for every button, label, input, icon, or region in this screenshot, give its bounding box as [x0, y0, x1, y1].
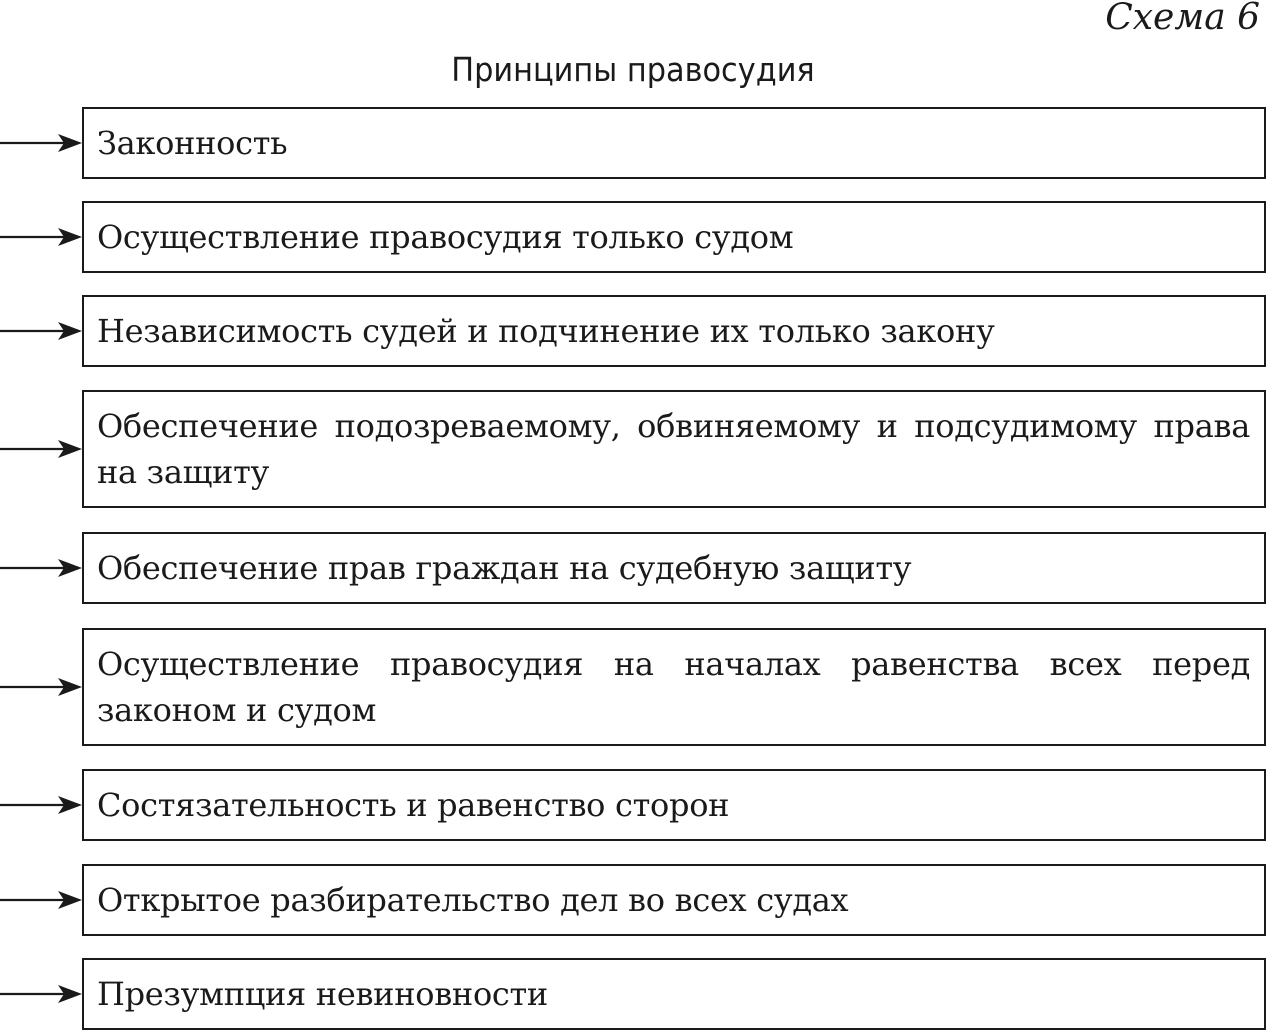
- principle-box: [82, 107, 1266, 179]
- principle-row: [0, 295, 1266, 367]
- scheme-number-label: Схема 6: [1105, 0, 1260, 38]
- arrow-right-icon: [0, 675, 84, 699]
- principle-box: [82, 769, 1266, 841]
- arrow-right-icon: [0, 793, 84, 817]
- principle-box: [82, 532, 1266, 604]
- principle-text: Открытое разбирательство дел во всех судах: [97, 881, 849, 919]
- principle-row: [0, 107, 1266, 179]
- principle-box: [82, 390, 1266, 508]
- principle-box: [82, 864, 1266, 936]
- arrow-right-icon: [0, 888, 84, 912]
- principle-row: [0, 628, 1266, 746]
- arrow-right-icon: [0, 982, 84, 1006]
- principle-box: [82, 628, 1266, 746]
- principle-text: Осуществление правосудия только судом: [97, 218, 794, 256]
- principle-text: Законность: [97, 124, 288, 162]
- arrow-right-icon: [0, 131, 84, 155]
- diagram-title: Принципы правосудия: [451, 50, 815, 89]
- principle-row: [0, 201, 1266, 273]
- principle-text: Презумпция невиновности: [97, 975, 548, 1013]
- principle-text: Обеспечение подозреваемому, обвиняемому и подсудимому права на защиту: [97, 407, 1250, 491]
- arrow-right-icon: [0, 437, 84, 461]
- principle-row: [0, 390, 1266, 508]
- principle-row: [0, 864, 1266, 936]
- principle-row: [0, 958, 1266, 1030]
- principle-text: Обеспечение прав граждан на судебную защиту: [97, 549, 912, 587]
- arrow-right-icon: [0, 556, 84, 580]
- principle-text: Независимость судей и подчинение их только закону: [97, 312, 995, 350]
- arrow-right-icon: [0, 319, 84, 343]
- principle-row: [0, 769, 1266, 841]
- principle-row: [0, 532, 1266, 604]
- arrow-right-icon: [0, 225, 84, 249]
- principle-text: Осуществление правосудия на началах равенства всех перед законом и судом: [97, 645, 1250, 729]
- principle-text: Состязательность и равенство сторон: [97, 786, 730, 824]
- principle-box: [82, 295, 1266, 367]
- principle-box: [82, 958, 1266, 1030]
- principle-box: [82, 201, 1266, 273]
